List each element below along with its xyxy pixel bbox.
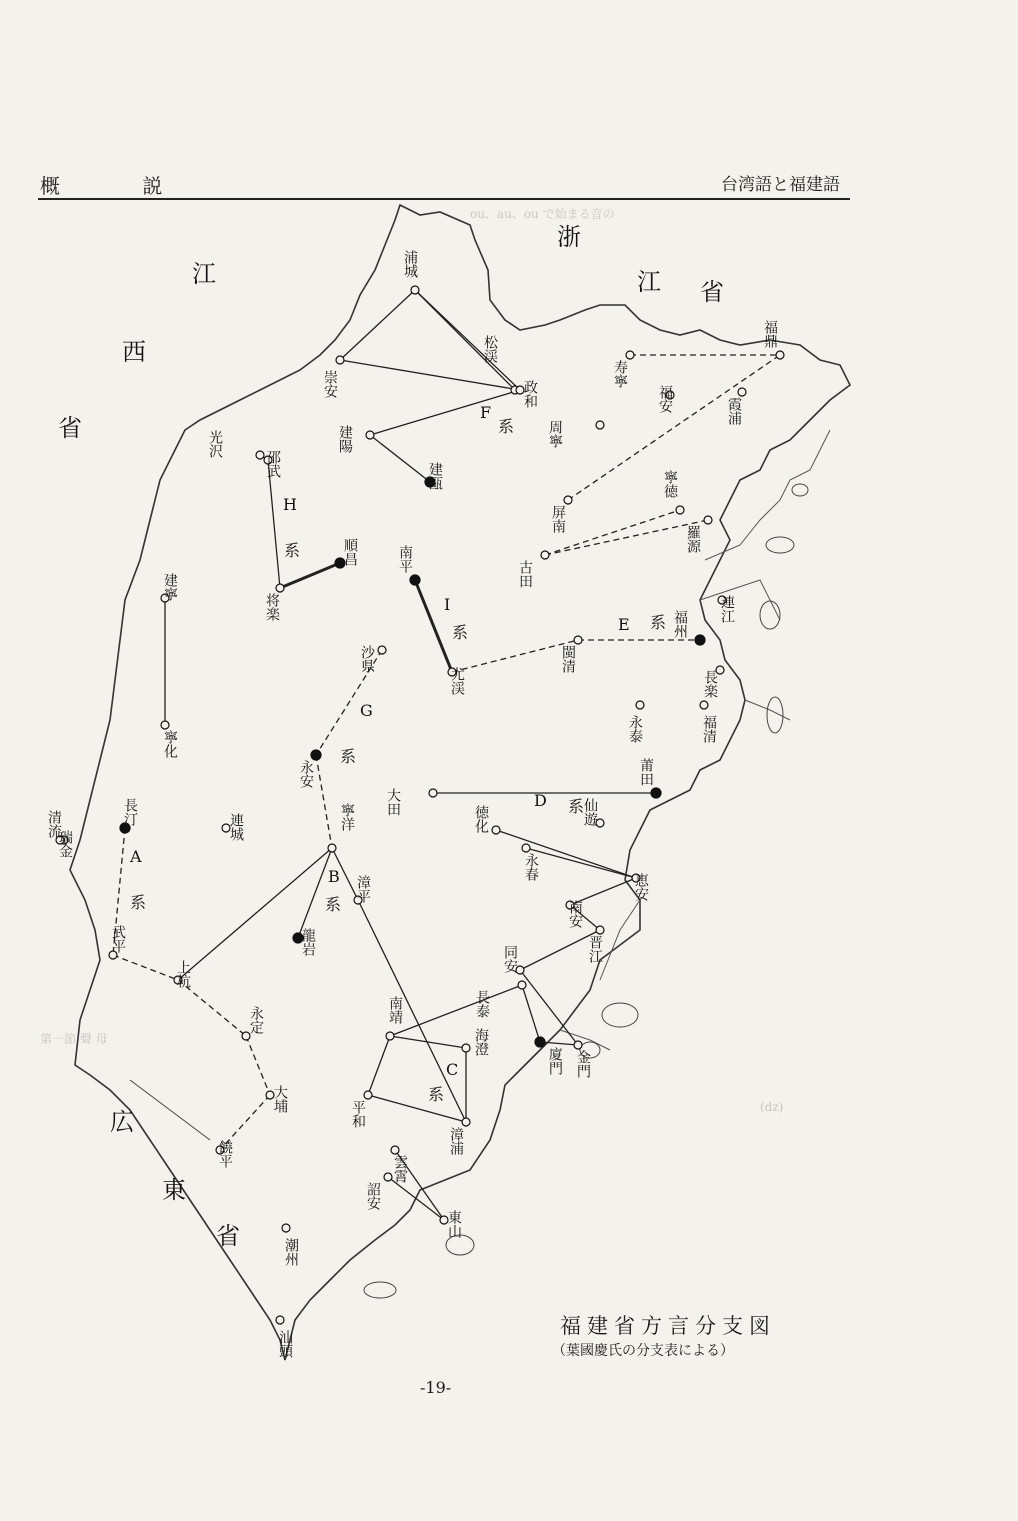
place-label: 東山 <box>446 1210 462 1238</box>
dialect-link <box>280 563 340 588</box>
place-marker <box>411 286 419 294</box>
place-label: 周寧 <box>547 420 563 448</box>
place-label: 建寧 <box>162 573 178 601</box>
place-marker <box>541 551 549 559</box>
place-label: 光沢 <box>207 430 223 458</box>
place-label: 浦城 <box>402 250 418 278</box>
dialect-link <box>368 1036 390 1095</box>
island <box>446 1235 474 1255</box>
place-label: 羅源 <box>685 525 701 553</box>
dialect-system-label: C <box>446 1060 459 1079</box>
place-marker <box>161 721 169 729</box>
dialect-system-label: 系 <box>130 893 147 912</box>
dialect-system-label: 系 <box>284 541 301 560</box>
dialect-link <box>415 580 452 672</box>
place-label: 連城 <box>228 813 244 841</box>
place-marker <box>336 356 344 364</box>
place-label: 福安 <box>657 385 673 413</box>
dialect-system-label: 系 <box>325 895 342 914</box>
place-label: 汕頭 <box>277 1330 293 1358</box>
place-marker <box>276 584 284 592</box>
place-marker <box>386 1032 394 1040</box>
place-label: 建陽 <box>337 425 353 453</box>
dialect-link <box>316 755 332 848</box>
place-label: 雲霄 <box>392 1155 408 1183</box>
place-marker <box>328 844 336 852</box>
place-label: 将楽 <box>264 593 280 621</box>
place-label: 同安 <box>502 945 518 973</box>
place-label: 詔安 <box>365 1182 381 1210</box>
dialect-link <box>368 1095 466 1122</box>
dialect-link <box>496 830 636 878</box>
place-marker <box>462 1044 470 1052</box>
province-label: 省 <box>700 278 724 306</box>
island <box>364 1282 396 1298</box>
dialect-system-label: 系 <box>498 417 515 436</box>
place-marker <box>676 506 684 514</box>
dialect-system-label: H <box>283 495 297 514</box>
place-label: 順昌 <box>342 538 358 566</box>
place-label: 大埔 <box>272 1085 288 1113</box>
place-label: 連江 <box>719 595 735 623</box>
dialect-system-label: 系 <box>650 613 667 632</box>
place-marker <box>636 701 644 709</box>
place-marker <box>366 431 374 439</box>
island <box>766 537 794 553</box>
province-label: 広 <box>110 1108 134 1136</box>
place-marker <box>518 981 526 989</box>
place-marker <box>391 1146 399 1154</box>
dialect-system-label: 系 <box>452 623 469 642</box>
place-marker <box>704 516 712 524</box>
place-marker <box>384 1173 392 1181</box>
dialect-link <box>545 520 708 555</box>
place-label: 莆田 <box>638 758 654 786</box>
place-label: 閩清 <box>560 645 576 673</box>
place-label: 長泰 <box>474 990 490 1018</box>
dialect-link <box>390 1036 466 1048</box>
place-marker <box>276 1316 284 1324</box>
dialect-system-label: G <box>360 701 373 720</box>
dialect-system-label: 系 <box>428 1085 445 1104</box>
place-label: 瑞金 <box>57 830 73 858</box>
place-label: 福州 <box>672 610 688 638</box>
place-label: 龍岩 <box>300 928 316 956</box>
place-label: 平和 <box>350 1100 366 1128</box>
province-label: 浙 <box>557 223 581 251</box>
dialect-system-label: F <box>480 403 492 422</box>
place-label: 潮州 <box>283 1238 299 1266</box>
place-marker <box>522 844 530 852</box>
place-marker <box>256 451 264 459</box>
place-label: 清流 <box>46 810 62 838</box>
dialect-link <box>268 460 280 588</box>
place-label: 南靖 <box>387 996 403 1024</box>
province-label: 省 <box>58 414 82 442</box>
river <box>130 1080 210 1140</box>
dialect-system-label: 系 <box>568 797 585 816</box>
place-label: 崇安 <box>322 370 338 398</box>
province-label: 東 <box>162 1176 186 1204</box>
dialect-system-label: 系 <box>340 747 357 766</box>
place-label: 徳化 <box>473 805 489 833</box>
map-caption-subtitle: （葉國慶氏の分支表による） <box>552 1343 734 1359</box>
place-label: 政和 <box>522 380 538 408</box>
place-label: 仙遊 <box>582 798 598 826</box>
place-label: 永春 <box>523 853 539 881</box>
place-label: 福鼎 <box>762 320 778 348</box>
dialect-link <box>298 848 332 938</box>
dialect-link <box>246 1036 270 1095</box>
dialect-link <box>178 980 246 1036</box>
dialect-system-label: B <box>328 867 340 886</box>
island <box>792 484 808 496</box>
island <box>602 1003 638 1027</box>
place-marker <box>462 1118 470 1126</box>
place-label: 漳浦 <box>448 1127 464 1155</box>
dialect-link <box>178 848 332 980</box>
place-label: 南平 <box>397 545 413 573</box>
dialect-system-label: I <box>444 595 451 614</box>
place-label: 永安 <box>298 760 314 788</box>
province-label: 江 <box>637 268 661 296</box>
place-label: 海澄 <box>473 1028 489 1056</box>
dialect-system-label: D <box>534 791 547 810</box>
place-marker <box>364 1091 372 1099</box>
place-label: 長楽 <box>702 670 718 698</box>
place-label: 長汀 <box>122 798 138 826</box>
place-marker <box>492 826 500 834</box>
place-marker <box>651 788 661 798</box>
province-label: 江 <box>192 260 216 288</box>
dialect-system-label: E <box>618 615 630 634</box>
place-label: 福清 <box>701 715 717 743</box>
header-book-title: 台湾語と福建語 <box>721 175 840 195</box>
place-marker <box>574 636 582 644</box>
place-label: 廈門 <box>547 1047 563 1075</box>
place-label: 永泰 <box>627 715 643 743</box>
place-label: 古田 <box>517 560 533 588</box>
place-label: 霞浦 <box>726 397 742 425</box>
header-section-title: 概 説 <box>40 174 201 198</box>
place-marker <box>429 789 437 797</box>
place-label: 屏南 <box>550 505 566 533</box>
place-marker <box>378 646 386 654</box>
place-marker <box>574 1041 582 1049</box>
place-label: 晋江 <box>587 935 603 963</box>
place-label: 漳平 <box>355 875 371 903</box>
place-label: 大田 <box>385 788 401 816</box>
province-label: 省 <box>216 1222 240 1250</box>
place-marker <box>564 496 572 504</box>
place-label: 武平 <box>110 925 126 953</box>
place-label: 上杭 <box>175 960 191 988</box>
place-label: 饒平 <box>217 1140 233 1168</box>
place-marker <box>410 575 420 585</box>
map-border <box>70 205 850 1360</box>
place-marker <box>776 351 784 359</box>
place-marker <box>596 926 604 934</box>
page-number: -19- <box>420 1378 452 1397</box>
place-marker <box>311 750 321 760</box>
dialect-link <box>358 900 466 1122</box>
dialect-link <box>370 435 430 482</box>
place-marker <box>282 1224 290 1232</box>
place-label: 尤渓 <box>449 667 465 695</box>
place-label: 永定 <box>248 1006 264 1034</box>
place-label: 建甌 <box>427 462 443 490</box>
place-label: 沙県 <box>359 645 375 673</box>
dialect-link <box>340 290 415 360</box>
place-marker <box>535 1037 545 1047</box>
dialect-link <box>113 955 178 980</box>
place-label: 寧徳 <box>662 470 678 498</box>
dialect-link <box>390 985 522 1036</box>
place-label: 寧洋 <box>339 803 355 831</box>
dialect-link <box>526 848 636 878</box>
place-label: 邵武 <box>265 450 281 478</box>
dialect-link <box>522 985 540 1042</box>
place-marker <box>695 635 705 645</box>
place-marker <box>700 701 708 709</box>
place-marker <box>626 351 634 359</box>
place-marker <box>738 388 746 396</box>
place-label: 松渓 <box>482 335 498 363</box>
place-label: 寿寧 <box>612 360 628 388</box>
place-marker <box>596 421 604 429</box>
dialect-system-label: A <box>130 847 142 866</box>
map-caption-title: 福建省方言分支図 <box>560 1314 776 1338</box>
place-label: 恵安 <box>633 873 649 901</box>
place-label: 南安 <box>567 900 583 928</box>
place-label: 金門 <box>575 1050 591 1078</box>
province-label: 西 <box>122 338 146 366</box>
place-label: 寧化 <box>162 730 178 758</box>
